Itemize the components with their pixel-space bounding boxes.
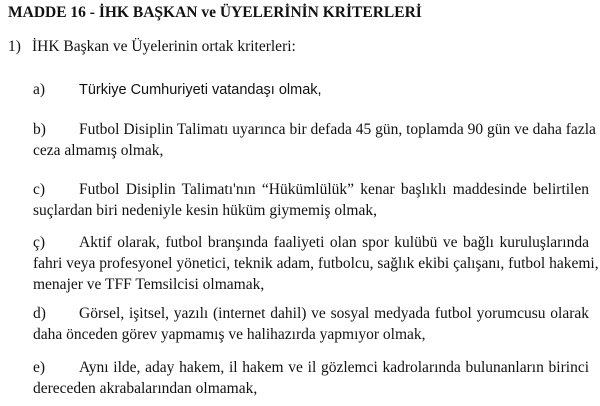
criterion-text: Aynı ilde, aday hakem, il hakem ve il gözlemci kadrolarında bulunanların birinci bbox=[79, 359, 589, 376]
section-1-title bbox=[8, 38, 296, 56]
criterion-text: Türkiye Cumhuriyeti vatandaşı olmak, bbox=[79, 82, 322, 98]
criterion-text: Aktif olarak, futbol branşında faaliyeti olan spor kulübü ve bağlı kuruluşlarında bbox=[79, 234, 589, 251]
criterion-letter: e) bbox=[33, 359, 46, 376]
criterion-letter: c) bbox=[33, 181, 46, 198]
criterion-line: ceza almamış olmak, bbox=[33, 142, 164, 159]
criterion-letter: d) bbox=[33, 305, 46, 322]
criterion-text: Futbol Disiplin Talimatı uyarınca bir defada 45 gün, toplamda 90 gün ve daha fazla bbox=[79, 121, 596, 138]
criterion-line bbox=[33, 303, 589, 324]
criterion-item-b bbox=[33, 119, 596, 161]
criterion-item-a bbox=[33, 79, 589, 101]
criterion-letter: ç) bbox=[33, 234, 46, 251]
criterion-line bbox=[33, 179, 589, 200]
criterion-line bbox=[33, 357, 589, 378]
criterion-letter: b) bbox=[33, 121, 46, 138]
criterion-line bbox=[33, 232, 589, 253]
criterion-line: suçlardan biri nedeniyle kesin hüküm giymemiş olmak, bbox=[33, 202, 377, 219]
criterion-item-e bbox=[33, 357, 589, 399]
criterion-line: daha önceden görev yapmamış ve halihazırda yapmıyor olmak, bbox=[33, 326, 426, 343]
criterion-line: menajer ve TFF Temsilcisi olmamak, bbox=[33, 276, 265, 293]
criterion-line: dereceden akrabalarından olmamak, bbox=[33, 380, 258, 397]
criterion-text: Görsel, işitsel, yazılı (internet dahil) ve sosyal medyada futbol yorumcusu olarak bbox=[79, 305, 589, 322]
criterion-item-d bbox=[33, 303, 589, 345]
article-heading: MADDE 16 - İHK BAŞKAN ve ÜYELERİNİN KRİTERLERİ bbox=[8, 4, 422, 21]
criterion-text: Futbol Disiplin Talimatı'nın “Hükümlülük” kenar başlıklı maddesinde belirtilen bbox=[79, 181, 589, 198]
criterion-line bbox=[33, 119, 596, 140]
criterion-line bbox=[33, 79, 589, 101]
criterion-item-c-cedilla bbox=[33, 232, 599, 295]
section-title: İHK Başkan ve Üyelerinin ortak kriterleri: bbox=[32, 38, 296, 55]
criterion-letter: a) bbox=[33, 81, 46, 98]
section-number: 1) bbox=[8, 38, 21, 55]
criterion-line: fahri veya profesyonel yönetici, teknik adam, futbolcu, sağlık ekibi çalışanı, futbol hakemi, bbox=[33, 255, 599, 272]
criterion-item-c bbox=[33, 179, 589, 221]
